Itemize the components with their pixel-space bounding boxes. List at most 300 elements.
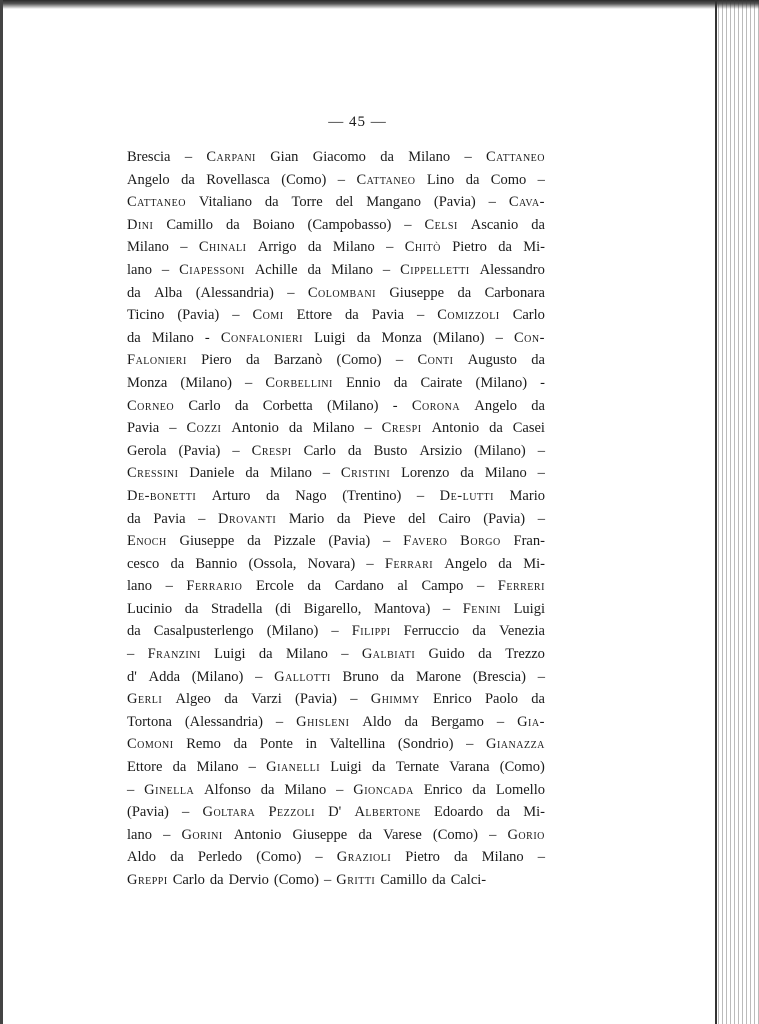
- text-word: –: [466, 736, 474, 753]
- text-word: (Pavia): [433, 194, 476, 211]
- text-word: Perledo: [197, 849, 243, 866]
- text-word: Milano: [269, 465, 312, 482]
- text-word: Enoch: [127, 533, 167, 550]
- text-word: Varzi: [251, 691, 282, 708]
- text-word: –: [341, 646, 349, 663]
- text-word: Chitò: [404, 239, 441, 256]
- text-word: Angelo: [474, 397, 518, 414]
- text-word: Alessandro: [479, 261, 545, 278]
- text-word: Mantova): [373, 600, 431, 617]
- text-word: –: [127, 781, 135, 798]
- text-word: d': [127, 668, 137, 685]
- text-line: [127, 530, 545, 553]
- text-word: Dini: [127, 216, 154, 233]
- text-word: Gritti: [336, 872, 376, 888]
- text-word: (Campobasso): [307, 216, 392, 233]
- text-line: [127, 327, 545, 350]
- text-word: Vitaliano: [198, 194, 252, 211]
- text-line: [127, 372, 545, 395]
- text-line: [127, 846, 545, 869]
- text-word: Cressini: [127, 465, 179, 482]
- text-word: Ghimmy: [370, 691, 420, 708]
- text-word: Tortona: [127, 713, 172, 730]
- text-word: –: [537, 510, 545, 527]
- text-word: –: [315, 849, 323, 866]
- text-word: Algeo: [175, 691, 211, 708]
- text-word: Conti: [417, 352, 454, 369]
- text-word: da: [172, 759, 187, 776]
- text-word: da: [347, 442, 362, 459]
- text-word: Milano: [484, 465, 527, 482]
- text-word: da: [307, 261, 322, 278]
- text-word: –: [404, 216, 412, 233]
- text-word: Albertone: [354, 804, 421, 821]
- text-word: –: [245, 374, 253, 391]
- text-word: Grazioli: [336, 849, 392, 866]
- text-word: Milano: [127, 239, 169, 256]
- text-line: [127, 214, 545, 237]
- text-word: Fenini: [462, 600, 501, 617]
- text-line: [127, 553, 545, 576]
- text-word: da: [460, 465, 474, 482]
- text-line: [127, 508, 545, 531]
- text-word: Arrigo: [257, 239, 297, 256]
- text-word: Piero: [201, 352, 232, 369]
- text-word: Antonio: [431, 420, 480, 437]
- text-word: Ferreri: [497, 578, 545, 595]
- text-word: Luigi: [314, 329, 346, 346]
- text-word: Comizzoli: [437, 307, 500, 324]
- text-word: Antonio: [231, 420, 279, 437]
- text-word: Ponte: [259, 736, 293, 753]
- text-word: Monza: [127, 374, 168, 391]
- text-word: (Sondrio): [397, 736, 454, 753]
- text-word: Ferrario: [186, 578, 243, 595]
- text-word: Corneo: [127, 397, 175, 414]
- text-word: –: [442, 600, 451, 617]
- text-word: –: [248, 759, 256, 776]
- text-word: Comi: [252, 307, 284, 324]
- text-word: Carbonara: [484, 284, 545, 301]
- text-word: Gorio: [507, 826, 545, 843]
- text-word: Carlo: [512, 307, 545, 324]
- text-word: –: [383, 533, 391, 550]
- text-word: Casei: [512, 420, 545, 437]
- text-word: da: [265, 487, 280, 504]
- text-word: Gallotti: [274, 668, 331, 685]
- text-word: (Como): [256, 849, 302, 866]
- text-line: [127, 779, 545, 802]
- text-word: Chinali: [198, 239, 247, 256]
- text-word: Barzanò: [273, 352, 323, 369]
- text-line: [127, 711, 545, 734]
- text-word: da: [496, 804, 511, 821]
- text-word: Milano: [284, 781, 327, 798]
- text-word: Ferruccio: [403, 623, 460, 640]
- book-page-edges: [715, 0, 759, 1024]
- text-word: Monza: [381, 329, 422, 346]
- text-word: Pizzale: [273, 533, 316, 550]
- text-word: (Milano): [432, 329, 485, 346]
- text-word: Cairo: [438, 510, 471, 527]
- text-word: Ettore: [127, 759, 163, 776]
- text-line: [127, 824, 545, 847]
- text-word: Valtellina: [329, 736, 386, 753]
- text-word: da: [224, 691, 238, 708]
- text-word: Augusto: [467, 352, 517, 369]
- text-word: (Como): [432, 826, 478, 843]
- text-word: –: [255, 668, 263, 685]
- text-word: -: [392, 397, 398, 414]
- text-word: Guido: [428, 646, 465, 663]
- text-word: da: [472, 623, 486, 640]
- text-word: da: [404, 713, 419, 730]
- text-word: (Milano): [326, 397, 379, 414]
- text-word: Pavia: [153, 510, 186, 527]
- text-word: Ghisleni: [296, 713, 350, 730]
- text-word: Ascanio: [470, 216, 519, 233]
- text-word: da: [127, 329, 141, 346]
- text-word: –: [495, 329, 503, 346]
- text-word: Arsizio: [419, 442, 463, 459]
- text-word: Alba: [154, 284, 183, 301]
- text-word: –: [382, 261, 391, 278]
- text-word: –: [496, 713, 505, 730]
- text-word: da: [245, 465, 260, 482]
- text-word: Cippelletti: [400, 261, 470, 278]
- page-number: — 45 —: [328, 114, 387, 130]
- text-word: Mi-: [523, 804, 545, 821]
- text-word: Alfonso: [204, 781, 251, 798]
- text-line: [127, 869, 545, 892]
- text-word: da: [170, 849, 184, 866]
- text-word: Novara): [307, 555, 356, 572]
- text-word: -: [204, 329, 210, 346]
- text-word: Angelo: [127, 171, 170, 188]
- text-word: da: [258, 646, 273, 663]
- text-word: Angelo: [444, 555, 488, 572]
- text-word: (Milano): [266, 623, 319, 640]
- text-word: Cattaneo: [486, 149, 545, 165]
- text-word: Franzini: [147, 646, 201, 663]
- text-word: Enrico: [433, 691, 472, 708]
- text-word: Trezzo: [505, 646, 545, 663]
- text-word: da: [170, 555, 185, 572]
- text-word: Busto: [373, 442, 408, 459]
- text-word: –: [336, 781, 344, 798]
- text-word: (Pavia): [483, 510, 526, 527]
- text-word: da: [233, 736, 248, 753]
- text-word: da: [307, 578, 322, 595]
- text-word: –: [489, 826, 497, 843]
- text-word: Cava-: [508, 194, 545, 211]
- text-word: Milano: [332, 239, 375, 256]
- text-word: Torre: [291, 194, 323, 211]
- text-word: Milano: [408, 149, 451, 165]
- text-word: Cozzi: [186, 420, 222, 437]
- text-word: Gianelli: [266, 759, 321, 776]
- text-word: da: [371, 759, 386, 776]
- text-word: da: [390, 668, 405, 685]
- text-word: (Como): [499, 759, 545, 776]
- text-word: da: [454, 849, 468, 866]
- text-word: Bigarello,: [303, 600, 362, 617]
- text-word: –: [337, 171, 346, 188]
- text-word: De-bonetti: [127, 487, 197, 504]
- text-word: cesco: [127, 555, 160, 572]
- text-word: Galbiati: [361, 646, 416, 663]
- text-word: (Pavia): [178, 442, 221, 459]
- text-word: Mario: [288, 510, 325, 527]
- text-word: Camillo: [380, 872, 427, 888]
- text-word: del: [408, 510, 426, 527]
- text-word: Milano: [285, 646, 328, 663]
- text-word: Aldo: [127, 849, 156, 866]
- text-word: Carlo: [188, 397, 221, 414]
- text-word: Remo: [186, 736, 221, 753]
- text-word: Enrico: [423, 781, 463, 798]
- text-word: da: [531, 691, 545, 708]
- text-word: -: [540, 374, 545, 391]
- text-word: Luigi: [214, 646, 246, 663]
- text-word: da: [264, 194, 279, 211]
- text-word: Ercole: [255, 578, 294, 595]
- text-word: Mangano: [366, 194, 421, 211]
- text-word: lano: [127, 261, 152, 278]
- text-word: Crespi: [381, 420, 422, 437]
- text-word: Carlo: [172, 872, 205, 888]
- text-word: Corona: [411, 397, 461, 414]
- text-word: Cairate: [420, 374, 463, 391]
- text-word: da: [498, 239, 512, 256]
- text-word: da: [472, 781, 486, 798]
- text-word: –: [395, 352, 404, 369]
- text-line: [127, 643, 545, 666]
- text-word: –: [364, 420, 372, 437]
- text-word: Lino: [426, 171, 455, 188]
- text-line: [127, 666, 545, 689]
- text-word: Mi-: [523, 555, 545, 572]
- text-line: [127, 146, 545, 169]
- text-word: Gerola: [127, 442, 167, 459]
- text-word: da: [127, 284, 141, 301]
- text-word: da: [184, 600, 199, 617]
- text-word: –: [184, 149, 193, 165]
- text-word: Bruno: [342, 668, 379, 685]
- text-word: Giuseppe: [389, 284, 445, 301]
- text-word: Luigi: [330, 759, 362, 776]
- text-word: Milano: [481, 849, 524, 866]
- text-word: Lomello: [495, 781, 545, 798]
- text-word: –: [180, 239, 188, 256]
- text-word: Goltara: [202, 804, 256, 821]
- text-line: [127, 756, 545, 779]
- text-word: Brescia: [127, 149, 171, 165]
- text-word: (Milano): [475, 374, 528, 391]
- text-word: Gorini: [181, 826, 223, 843]
- text-word: Camillo: [166, 216, 214, 233]
- text-line: [127, 259, 545, 282]
- text-word: da: [531, 216, 545, 233]
- text-word: (Pavia): [177, 307, 220, 324]
- text-line: [127, 598, 545, 621]
- text-word: Milano: [331, 261, 373, 278]
- text-word: da: [380, 149, 394, 165]
- text-word: Pieve: [363, 510, 396, 527]
- text-word: Boiano: [252, 216, 295, 233]
- text-word: D': [328, 804, 342, 821]
- text-word: Cardano: [334, 578, 384, 595]
- text-word: Rovellasca: [206, 171, 270, 188]
- text-line: [127, 169, 545, 192]
- text-word: Filippi: [351, 623, 391, 640]
- text-word: Con-: [514, 329, 545, 346]
- text-word: (Milano): [191, 668, 244, 685]
- text-word: Comoni: [127, 736, 174, 753]
- text-word: Colombani: [307, 284, 376, 301]
- text-line: [127, 620, 545, 643]
- text-word: –: [416, 307, 425, 324]
- text-word: De-lutti: [439, 487, 494, 504]
- name-list-text: [127, 146, 545, 892]
- text-word: Bannio: [195, 555, 238, 572]
- text-line: [127, 191, 545, 214]
- text-word: –: [323, 872, 332, 888]
- text-word: da: [181, 171, 195, 188]
- text-line: [127, 236, 545, 259]
- text-word: Daniele: [189, 465, 235, 482]
- text-line: [127, 462, 545, 485]
- text-word: (Milano): [474, 442, 526, 459]
- text-word: in: [305, 736, 317, 753]
- text-word: Milano: [151, 329, 194, 346]
- text-word: Fran-: [513, 533, 545, 550]
- text-word: Nago: [295, 487, 327, 504]
- text-word: (Ossola,: [248, 555, 297, 572]
- text-word: Marone: [415, 668, 462, 685]
- text-word: da: [432, 872, 446, 888]
- text-word: Casalpusterlengo: [153, 623, 254, 640]
- text-line: [127, 485, 545, 508]
- text-word: Gioncada: [353, 781, 414, 798]
- text-word: da: [247, 533, 261, 550]
- text-line: [127, 440, 545, 463]
- text-word: Edoardo: [434, 804, 484, 821]
- text-word: Cattaneo: [356, 171, 416, 188]
- text-word: da: [336, 510, 351, 527]
- text-word: –: [232, 442, 240, 459]
- text-word: (Alessandria): [195, 284, 274, 301]
- text-word: Aldo: [362, 713, 392, 730]
- text-word: da: [498, 555, 512, 572]
- text-word: da: [226, 216, 240, 233]
- text-word: –: [322, 465, 331, 482]
- text-word: da: [393, 374, 408, 391]
- text-word: Mario: [509, 487, 545, 504]
- text-word: Ferrari: [384, 555, 434, 572]
- text-word: Gia-: [517, 713, 545, 730]
- text-word: –: [350, 691, 358, 708]
- text-word: Dervio: [228, 872, 269, 888]
- text-word: –: [275, 713, 284, 730]
- text-word: da: [260, 781, 275, 798]
- text-word: Pietro: [452, 239, 487, 256]
- text-word: Venezia: [499, 623, 545, 640]
- text-word: –: [464, 149, 472, 165]
- text-word: da: [457, 284, 472, 301]
- text-word: Ginella: [144, 781, 195, 798]
- text-word: Carlo: [303, 442, 336, 459]
- text-word: Bergamo: [431, 713, 484, 730]
- text-word: (Milano): [180, 374, 232, 391]
- text-word: Carpani: [206, 149, 256, 165]
- text-word: –: [488, 194, 496, 211]
- text-word: –: [165, 578, 173, 595]
- text-word: –: [537, 465, 545, 482]
- text-word: lano: [127, 578, 152, 595]
- scan-left-edge: [0, 0, 3, 1024]
- text-word: Ennio: [345, 374, 381, 391]
- text-word: da: [478, 646, 492, 663]
- text-word: Giacomo: [312, 149, 366, 165]
- text-word: da: [127, 623, 141, 640]
- text-word: –: [198, 510, 206, 527]
- text-word: –: [416, 487, 425, 504]
- text-word: da: [307, 239, 322, 256]
- text-word: Antonio: [233, 826, 282, 843]
- text-word: Ticino: [127, 307, 165, 324]
- text-word: –: [366, 555, 374, 572]
- text-word: –: [163, 826, 171, 843]
- text-word: del: [335, 194, 354, 211]
- text-word: da: [358, 826, 372, 843]
- text-word: Varana: [449, 759, 490, 776]
- text-word: –: [537, 849, 545, 866]
- text-word: –: [331, 623, 339, 640]
- text-word: –: [182, 804, 190, 821]
- text-word: (di: [275, 600, 292, 617]
- text-line: [127, 349, 545, 372]
- text-word: Pavia: [371, 307, 404, 324]
- text-word: Luigi: [513, 600, 545, 617]
- text-line: [127, 304, 545, 327]
- text-word: Giuseppe: [179, 533, 235, 550]
- text-word: Ettore: [296, 307, 333, 324]
- text-word: da: [465, 171, 480, 188]
- text-line: [127, 417, 545, 440]
- text-word: (Brescia): [472, 668, 526, 685]
- text-word: Pavia: [127, 420, 160, 437]
- text-word: (Pavia): [295, 691, 337, 708]
- text-word: Mi-: [523, 239, 545, 256]
- text-word: Pezzoli: [268, 804, 316, 821]
- text-word: (Pavia): [328, 533, 371, 550]
- text-line: [127, 395, 545, 418]
- text-line: [127, 733, 545, 756]
- text-word: Milano: [196, 759, 239, 776]
- text-word: –: [161, 261, 170, 278]
- text-word: Drovanti: [218, 510, 277, 527]
- text-word: –: [537, 442, 545, 459]
- text-line: [127, 575, 545, 598]
- text-word: (Como): [273, 872, 319, 888]
- text-word: (Como): [281, 171, 327, 188]
- text-word: Arturo: [211, 487, 251, 504]
- text-word: da: [531, 352, 545, 369]
- text-word: Stradella: [210, 600, 263, 617]
- text-word: –: [232, 307, 240, 324]
- text-word: Gian: [270, 149, 299, 165]
